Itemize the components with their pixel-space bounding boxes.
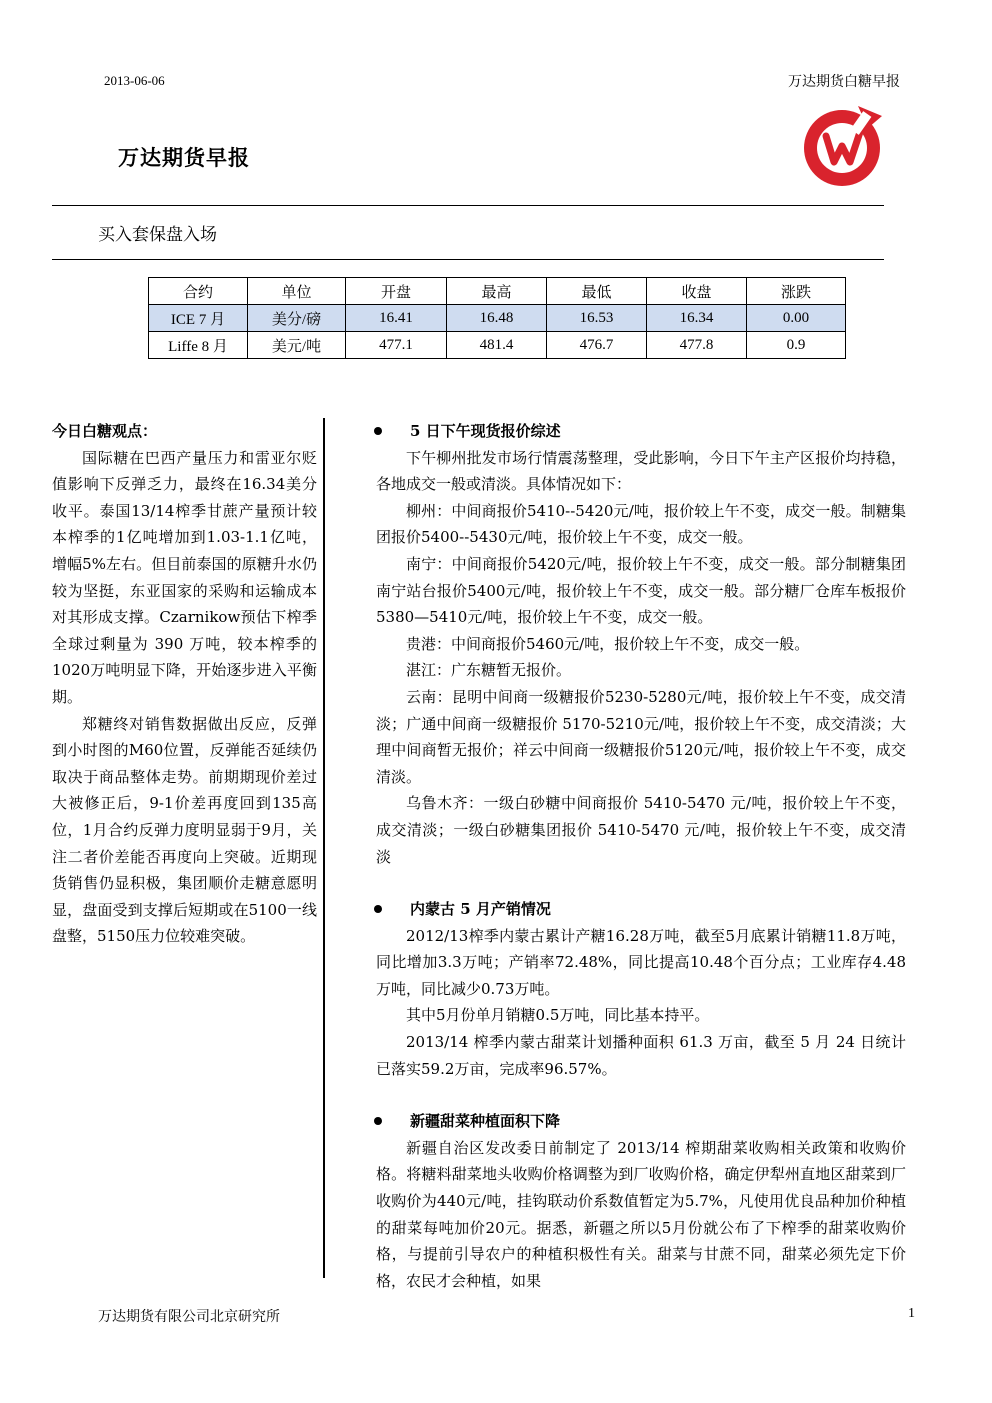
section-heading: [376, 418, 906, 445]
table-cell: 0.00: [747, 305, 846, 332]
report-date: 2013-06-06: [104, 73, 165, 88]
section-heading-text: 5 日下午现货报价综述: [410, 422, 561, 440]
table-cell: 美分/磅: [248, 305, 346, 332]
section-paragraph: 贵港：中间商报价5460元/吨，报价较上午不变，成交一般。: [406, 634, 810, 653]
outlook-paragraph: 国际糖在巴西产量压力和雷亚尔贬值影响下反弹乏力，最终在16.34美分收平。泰国13/14榨季甘蔗产量预计较本榨季的1亿吨增加到1.03-1.1亿吨，增幅5%左右。但目前泰国的原糖升水仍较为坚挺，东亚国家的采购和运输成本对其形成支撑。Czarnikow预估下榨季全球过剩量为 390 万吨，较本榨季的1020万吨明显下降，开始逐步进入平衡期。: [52, 448, 317, 706]
section-heading-text: 内蒙古 5 月产销情况: [410, 900, 551, 919]
table-cell: 16.53: [547, 305, 647, 332]
table-cell: 477.8: [647, 332, 747, 359]
column-divider: [323, 418, 325, 1278]
table-row: [149, 332, 846, 359]
table-row: [149, 305, 846, 332]
section-paragraph: 2012/13榨季内蒙古累计产糖16.28万吨，截至5月底累计销糖11.8万吨，同比增加3.3万吨；产销率72.48%，同比提高10.48个百分点；工业库存4.48万吨，同比减少0.73万吨。: [376, 926, 906, 998]
table-cell: 476.7: [547, 332, 647, 359]
section-paragraph: 新疆自治区发改委日前制定了 2013/14 榨期甜菜收购相关政策和收购价格。将糖料甜菜地头收购价格调整为到厂收购价格，确定伊犁州直地区甜菜到厂收购价为440元/吨，挂钩联动价系数值暂定为5.7%，凡使用优良品种加价种植的甜菜每吨加价20元。据悉，新疆之所以5月份就公布了下榨季的甜菜收购价格，与提前引导农户的种植积极性有关。甜菜与甘蔗不同，甜菜必须先定下价格，农民才会种植，如果: [376, 1138, 906, 1290]
table-cell: 16.34: [647, 305, 747, 332]
wanda-futures-logo-icon: [798, 102, 886, 190]
table-header-cell: 收盘: [647, 278, 747, 305]
table-cell: 16.48: [447, 305, 547, 332]
table-header-row: [149, 278, 846, 305]
section-heading: [376, 1108, 906, 1135]
page-title: 万达期货早报: [118, 145, 250, 170]
table-header-cell: 开盘: [346, 278, 447, 305]
bullet-icon: [374, 905, 382, 913]
section-heading: [376, 896, 906, 923]
section-paragraph: 下午柳州批发市场行情震荡整理，受此影响，今日下午主产区报价均持稳，各地成交一般或清淡。具体情况如下：: [376, 448, 906, 494]
table-cell: 481.4: [447, 332, 547, 359]
news-section: [376, 418, 906, 870]
news-column: [376, 418, 906, 1294]
table-header-cell: 最低: [547, 278, 647, 305]
outlook-paragraph: 郑糖终对销售数据做出反应，反弹到小时图的M60位置，反弹能否延续仍取决于商品整体走势。前期期现价差过大被修正后，9-1价差再度回到135高位，1月合约反弹力度明显弱于9月，关注二者价差能否再度向上突破。近期现货销售仍显积极，集团顺价走糖意愿明显，盘面受到支撑后短期或在5100一线盘整，5150压力位较难突破。: [52, 714, 317, 946]
section-heading-text: 新疆甜菜种植面积下降: [410, 1112, 561, 1131]
outlook-column: [52, 418, 317, 950]
section-paragraph: 其中5月份单月销糖0.5万吨，同比基本持平。: [406, 1006, 710, 1025]
table-cell: 477.1: [346, 332, 447, 359]
table-cell: ICE 7 月: [149, 305, 248, 332]
page-number: 1: [908, 1306, 915, 1321]
headline: 买入套保盘入场: [98, 225, 217, 245]
table-header-cell: 涨跌: [747, 278, 846, 305]
outlook-heading: 今日白糖观点：: [52, 422, 158, 440]
bullet-icon: [374, 427, 382, 435]
footer-company: 万达期货有限公司北京研究所: [98, 1309, 280, 1325]
header-divider: [52, 205, 884, 206]
table-cell: 0.9: [747, 332, 846, 359]
headline-divider: [52, 259, 884, 260]
section-paragraph: 湛江：广东糖暂无报价。: [406, 661, 572, 680]
table-header-cell: 最高: [447, 278, 547, 305]
news-section: [376, 896, 906, 1082]
section-paragraph: 柳州：中间商报价5410--5420元/吨，报价较上午不变，成交一般。制糖集团报价5400--5430元/吨，报价较上午不变，成交一般。: [376, 501, 906, 547]
table-header-cell: 合约: [149, 278, 248, 305]
section-paragraph: 南宁：中间商报价5420元/吨，报价较上午不变，成交一般。部分制糖集团南宁站台报价5400元/吨，报价较上午不变，成交一般。部分糖厂仓库车板报价5380—5410元/吨，报价较上午不变，成交一般。: [376, 554, 906, 627]
table-header-cell: 单位: [248, 278, 346, 305]
quotes-table: [148, 277, 846, 359]
table-cell: Liffe 8 月: [149, 332, 248, 359]
bullet-icon: [374, 1117, 382, 1125]
section-paragraph: 乌鲁木齐：一级白砂糖中间商报价 5410-5470 元/吨，报价较上午不变，成交清淡；一级白砂糖集团报价 5410-5470 元/吨，报价较上午不变，成交清淡: [376, 794, 906, 866]
section-paragraph: 云南：昆明中间商一级糖报价5230-5280元/吨，报价较上午不变，成交清淡；广通中间商一级糖报价 5170-5210元/吨，报价较上午不变，成交清淡；大理中间商暂无报价；祥云中间商一级糖报价5120元/吨，报价较上午不变，成交清淡。: [376, 687, 906, 786]
report-name: 万达期货白糖早报: [788, 74, 900, 90]
section-paragraph: 2013/14 榨季内蒙古甜菜计划播种面积 61.3 万亩，截至 5 月 24 日统计已落实59.2万亩，完成率96.57%。: [376, 1033, 906, 1078]
table-cell: 美元/吨: [248, 332, 346, 359]
news-section: [376, 1108, 906, 1294]
table-cell: 16.41: [346, 305, 447, 332]
